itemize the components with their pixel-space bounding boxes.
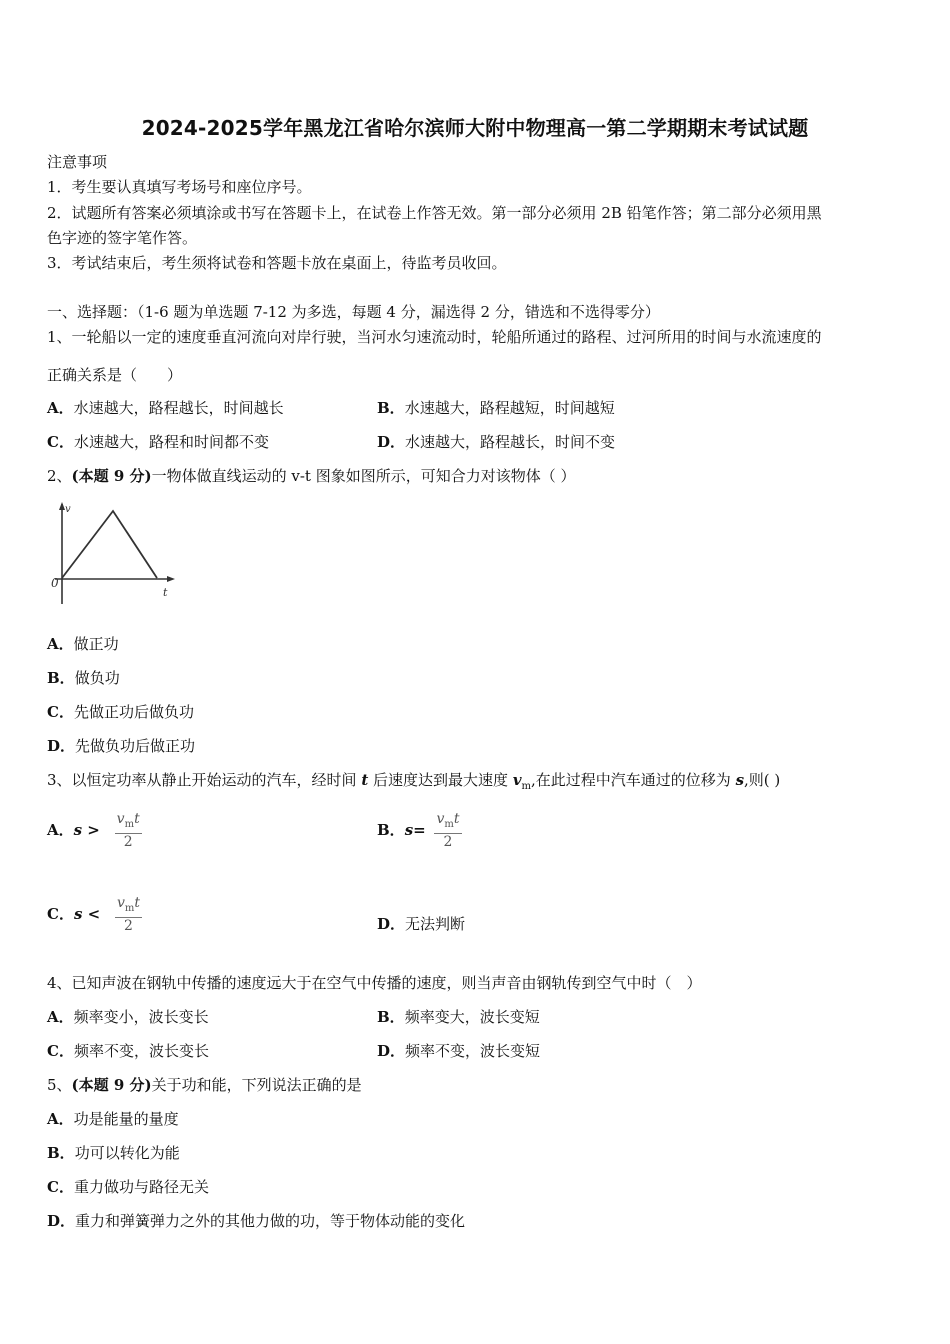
option-label: A． [47, 635, 74, 653]
q2-stem [47, 466, 576, 486]
q4-option-c-text: 频率不变，波长变长 [73, 1042, 209, 1060]
q3-option-c [47, 889, 142, 939]
frac-sub-m: m [444, 818, 454, 830]
q3-option-b-relation: s= [404, 821, 426, 839]
q5-number: 5、 [47, 1076, 72, 1094]
q4-option-d [377, 1041, 540, 1061]
q1-option-a-text: 水速越大，路程越长，时间越长 [73, 399, 284, 417]
frac-sub-m: m [124, 818, 135, 830]
q2-score-tag: (本题 9 分) [71, 467, 152, 485]
fraction-denominator: 2 [443, 833, 453, 850]
option-label: D． [377, 1042, 406, 1060]
option-label: C． [47, 1042, 74, 1060]
q5-score-tag: (本题 9 分) [71, 1076, 152, 1094]
q5-option-d-text: 重力和弹簧弹力之外的其他力做的功，等于物体动能的变化 [75, 1212, 466, 1230]
q5-option-d [47, 1211, 465, 1231]
option-label: B． [47, 1144, 75, 1162]
q2-number: 2、 [47, 467, 72, 485]
q2-option-c [47, 702, 194, 722]
q1-option-c-text: 水速越大，路程和时间都不变 [73, 433, 269, 451]
option-label: C． [47, 905, 74, 923]
q1-option-b [377, 398, 615, 418]
q1-stem-line2: 正确关系是（ ） [47, 366, 183, 384]
q4-option-a [47, 1007, 209, 1027]
fraction-vmt-over-2 [115, 811, 142, 851]
v-axis-label: v [65, 504, 71, 515]
option-label: C． [47, 1178, 74, 1196]
option-label: D． [47, 1212, 76, 1230]
q3-var-v: v [512, 771, 522, 789]
q5-stem-text: 关于功和能，下列说法正确的是 [151, 1076, 362, 1094]
q3-var-m: m [521, 781, 532, 792]
option-label: B． [47, 669, 75, 687]
notice-item-3: 3．考试结束后，考生须将试卷和答题卡放在桌面上，待监考员收回。 [47, 254, 507, 272]
notice-heading: 注意事项 [47, 153, 108, 171]
notice-item-1: 1．考生要认真填写考场号和座位序号。 [47, 178, 312, 196]
q2-option-c-text: 先做正功后做负功 [73, 703, 194, 721]
q2-option-a-text: 做正功 [73, 635, 119, 653]
frac-v: v [116, 811, 125, 828]
q3-var-t: t [361, 771, 369, 789]
q4-stem: 4、已知声波在钢轨中传播的速度远大于在空气中传播的速度，则当声音由钢轨传到空气中时（ ） [47, 974, 702, 992]
q3-stem-c: ,在此过程中汽车通过的位移为 [531, 771, 736, 789]
notice-item-2: 2．试题所有答案必须填涂或书写在答题卡上，在试卷上作答无效。第一部分必须用 2B 铅笔作答；第二部分必须用黑 [47, 204, 822, 222]
fraction-numerator [115, 811, 142, 834]
option-label: A． [47, 1008, 74, 1026]
q2-option-d-text: 先做负功后做正功 [75, 737, 196, 755]
option-label: A． [47, 821, 74, 839]
option-label: D． [47, 737, 76, 755]
option-label: C． [47, 433, 74, 451]
q1-option-d [377, 432, 615, 452]
q3-stem [47, 770, 780, 797]
q5-stem [47, 1075, 362, 1095]
option-label: D． [377, 915, 406, 933]
q4-option-d-text: 频率不变，波长变短 [405, 1042, 541, 1060]
q4-option-b-text: 频率变大，波长变短 [404, 1008, 540, 1026]
option-label: A． [47, 1110, 74, 1128]
q4-option-c [47, 1041, 209, 1061]
section-heading: 一、选择题：（1-6 题为单选题 7-12 为多选，每题 4 分，漏选得 2 分，错选和不选得零分） [47, 303, 660, 321]
q3-option-c-relation: s < [73, 905, 101, 923]
frac-t: t [134, 895, 141, 912]
origin-label: 0 [51, 576, 59, 590]
frac-sub-m: m [124, 902, 135, 914]
q5-option-c-text: 重力做功与路径无关 [73, 1178, 209, 1196]
q3-stem-a: 3、以恒定功率从静止开始运动的汽车，经时间 [47, 771, 362, 789]
notice-item-2-cont: 色字迹的签字笔作答。 [47, 229, 198, 247]
option-label: B． [377, 399, 405, 417]
frac-t: t [134, 811, 140, 828]
q5-option-a [47, 1109, 179, 1129]
q3-option-d-text: 无法判断 [405, 915, 466, 933]
q5-option-b-text: 功可以转化为能 [74, 1144, 180, 1162]
option-label: C． [47, 703, 74, 721]
vt-graph [45, 498, 185, 610]
q2-stem-text: 一物体做直线运动的 v-t 图象如图所示，可知合力对该物体（ ） [151, 467, 576, 485]
q1-option-b-text: 水速越大，路程越短，时间越短 [404, 399, 615, 417]
q4-option-a-text: 频率变小，波长变长 [73, 1008, 209, 1026]
t-axis-label: t [163, 586, 168, 599]
vt-curve [62, 511, 157, 578]
q1-option-c [47, 432, 269, 452]
frac-t: t [453, 811, 460, 828]
q3-option-d [377, 914, 465, 934]
option-label: D． [377, 433, 406, 451]
q3-stem-d: ,则( ) [744, 771, 781, 789]
q2-option-d [47, 736, 195, 756]
q3-option-a [47, 805, 142, 855]
q5-option-a-text: 功是能量的量度 [73, 1110, 179, 1128]
q2-option-b [47, 668, 120, 688]
q3-option-b [377, 805, 462, 855]
q3-option-a-relation: s > [73, 821, 100, 839]
q5-option-b [47, 1143, 180, 1163]
fraction-numerator [115, 895, 142, 918]
q2-option-a [47, 634, 119, 654]
q1-option-d-text: 水速越大，路程越长，时间不变 [405, 433, 616, 451]
fraction-denominator: 2 [123, 833, 133, 850]
fraction-vmt-over-2 [434, 811, 461, 851]
page-title: 2024-2025学年黑龙江省哈尔滨师大附中物理高一第二学期期末考试试题 [141, 116, 809, 140]
q3-stem-b: 后速度达到最大速度 [368, 771, 513, 789]
option-label: B． [377, 821, 405, 839]
q1-option-a [47, 398, 284, 418]
frac-v: v [436, 811, 445, 828]
q1-stem-line1: 1、一轮船以一定的速度垂直河流向对岸行驶，当河水匀速流动时，轮船所通过的路程、过河所用的时间与水流速度的 [47, 328, 822, 346]
q3-var-s: s [735, 771, 745, 789]
fraction-denominator: 2 [124, 917, 133, 934]
option-label: B． [377, 1008, 405, 1026]
q4-option-b [377, 1007, 540, 1027]
q5-option-c [47, 1177, 209, 1197]
q2-option-b-text: 做负功 [74, 669, 120, 687]
fraction-numerator [434, 811, 461, 834]
fraction-vmt-over-2 [115, 895, 142, 935]
option-label: A． [47, 399, 74, 417]
t-axis-arrow [167, 576, 175, 582]
frac-v: v [116, 895, 125, 912]
